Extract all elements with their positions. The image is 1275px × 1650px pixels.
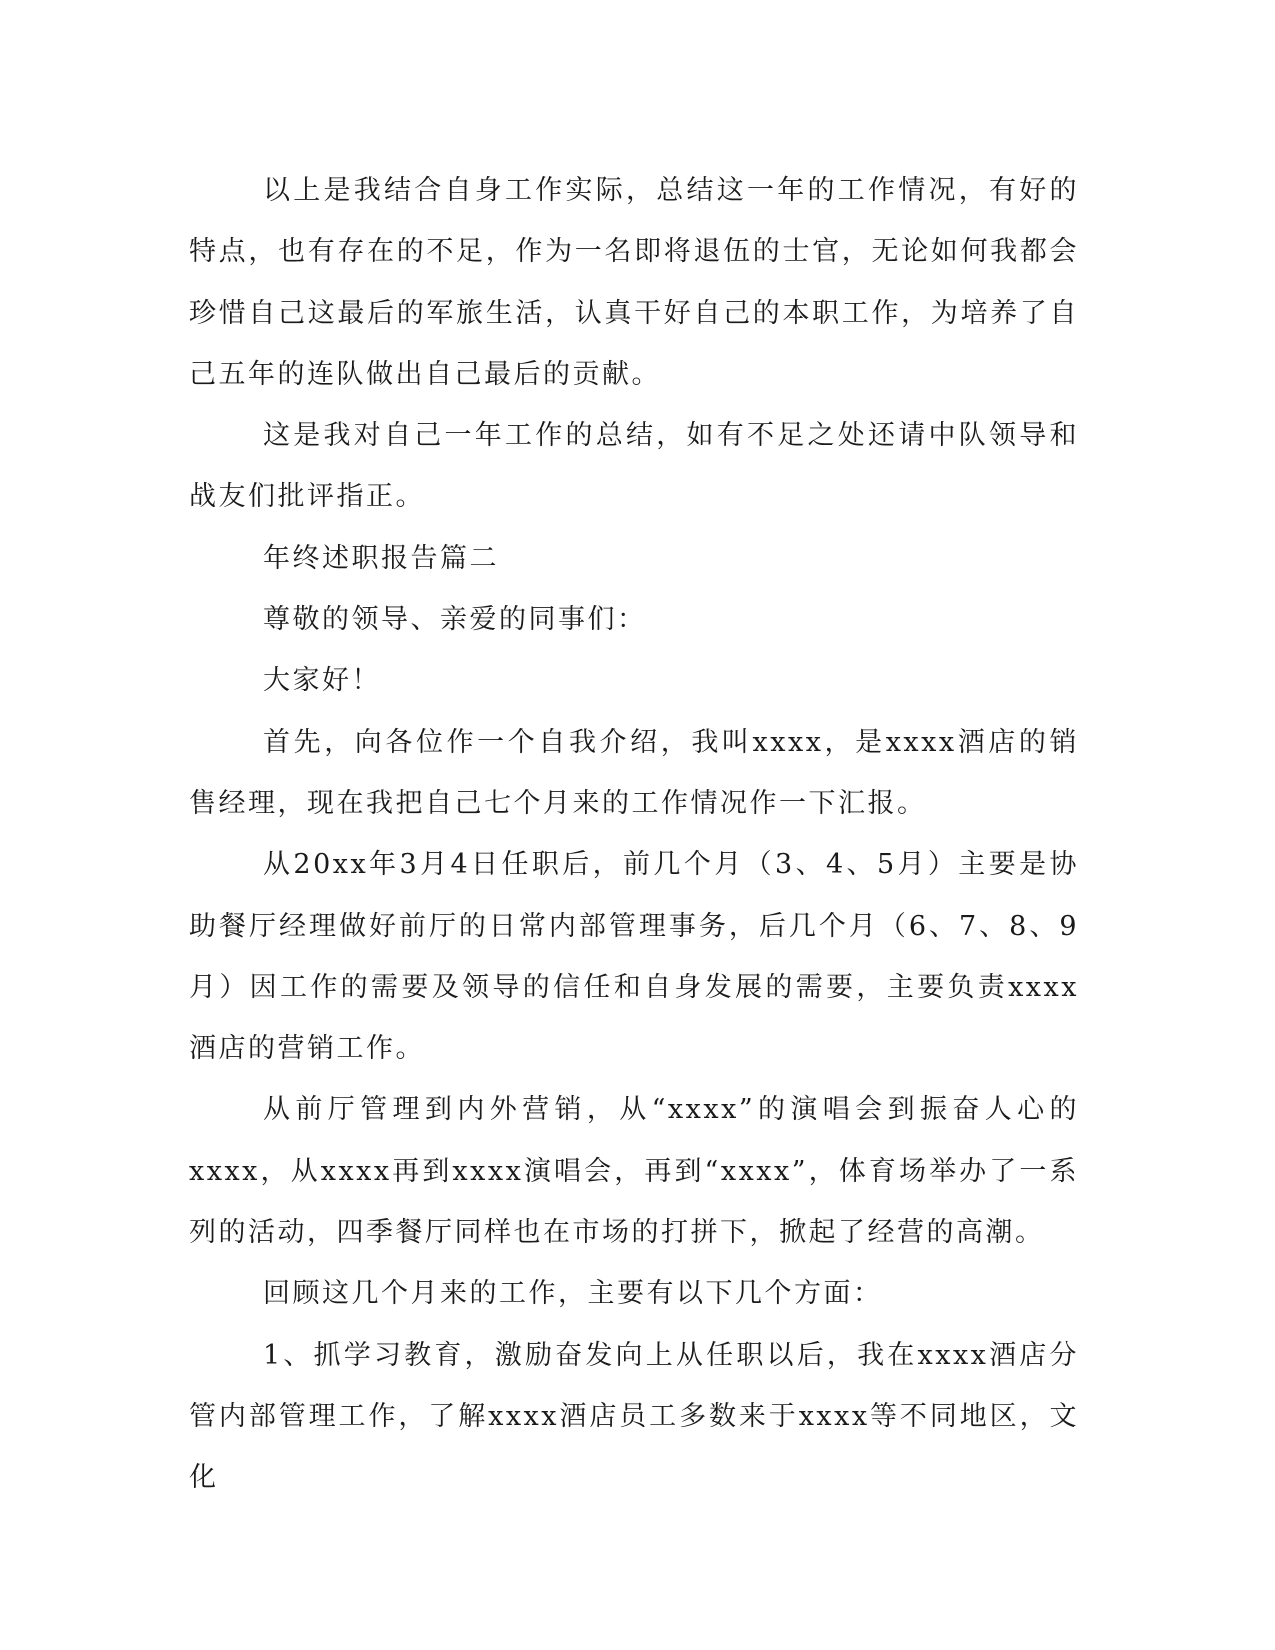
paragraph-introduction: 首先，向各位作一个自我介绍，我叫xxxx，是xxxx酒店的销售经理，现在我把自己七个月来的工作情况作一下汇报。 [189,726,1079,819]
document-body [189,160,1079,1509]
paragraph-conclusion: 以上是我结合自身工作实际，总结这一年的工作情况，有好的特点，也有存在的不足，作为一名即将退伍的士官，无论如何我都会珍惜自己这最后的军旅生活，认真干好自己的本职工作，为培养了自己五年的连队做出自己最后的贡献。 [189,175,1079,390]
paragraph-events: 从前厅管理到内外营销，从“xxxx”的演唱会到振奋人心的xxxx，从xxxx再到xxxx演唱会，再到“xxxx”，体育场举办了一系列的活动，四季餐厅同样也在市场的打拼下，掀起了经营的高潮。 [189,1094,1079,1249]
salutation: 尊敬的领导、亲爱的同事们： [263,604,647,636]
paragraph-closing-remark: 这是我对自己一年工作的总结，如有不足之处还请中队领导和战友们批评指正。 [189,420,1079,513]
paragraph-work-history: 从20xx年3月4日任职后，前几个月（3、4、5月）主要是协助餐厅经理做好前厅的日常内部管理事务，后几个月（6、7、8、9月）因工作的需要及领导的信任和自身发展的需要，主要负责xxxx酒店的营销工作。 [189,849,1079,1065]
greeting: 大家好！ [263,665,381,697]
paragraph-review-intro: 回顾这几个月来的工作，主要有以下几个方面： [263,1278,883,1310]
paragraph-item-1: 1、抓学习教育，激励奋发向上从任职以后，我在xxxx酒店分管内部管理工作，了解xxxx酒店员工多数来于xxxx等不同地区，文化 [189,1339,1079,1494]
section-heading: 年终述职报告篇二 [263,542,499,574]
